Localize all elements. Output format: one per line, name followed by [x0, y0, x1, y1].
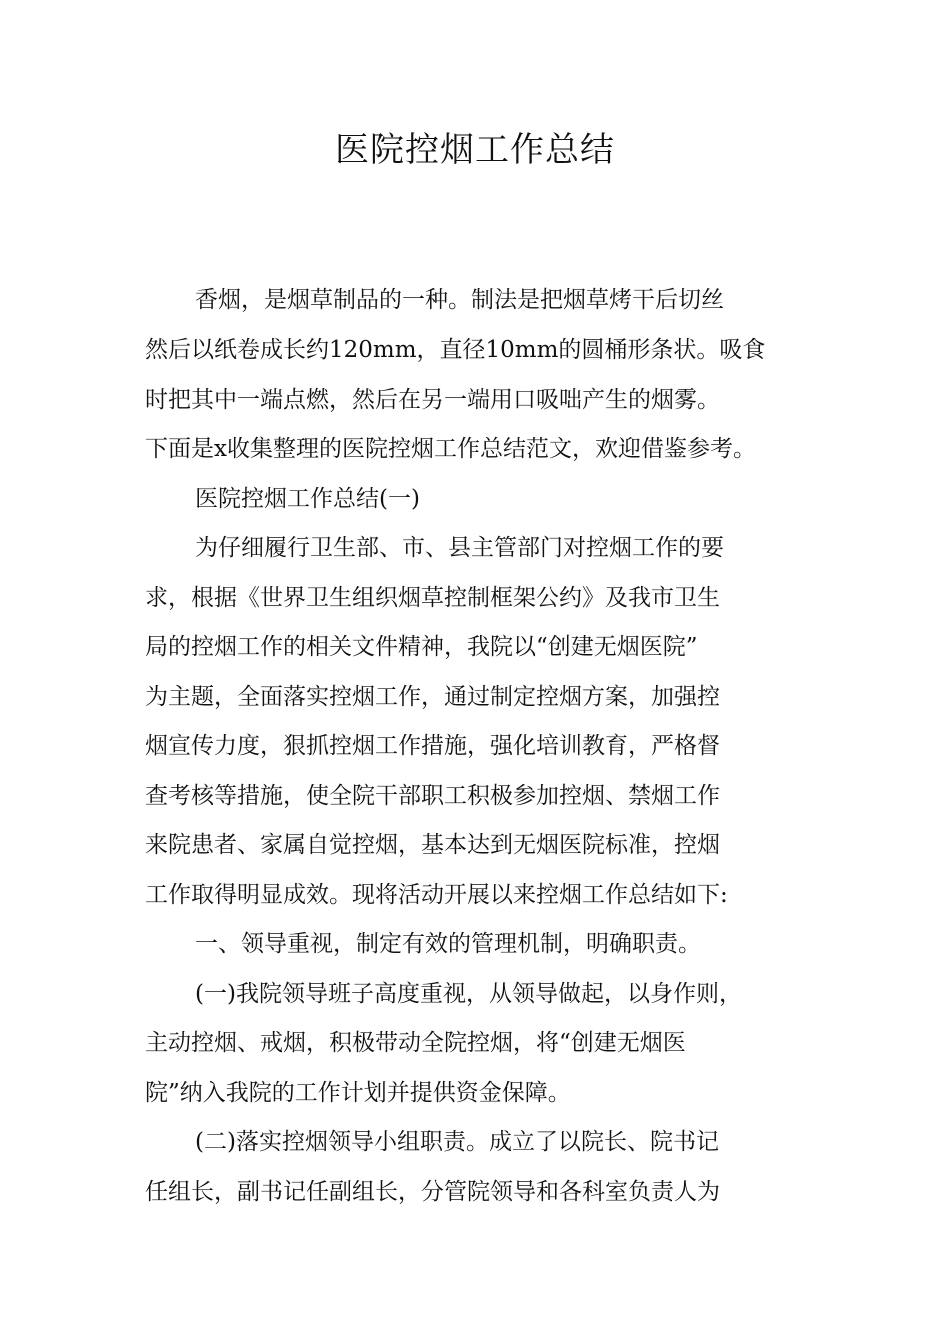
paragraph-line: 下面是x收集整理的医院控烟工作总结范文，欢迎借鉴参考。: [145, 436, 756, 462]
paragraph-line: 求，根据《世界卫生组织烟草控制框架公约》及我市卫生: [145, 585, 720, 611]
paragraph-line: 工作取得明显成效。现将活动开展以来控烟工作总结如下:: [145, 882, 728, 908]
paragraph-line: 查考核等措施，使全院干部职工积极参加控烟、禁烟工作: [145, 783, 720, 809]
paragraph-line: 时把其中一端点燃，然后在另一端用口吸咄产生的烟雾。: [145, 387, 720, 413]
document-title: 医院控烟工作总结: [335, 130, 615, 170]
subsection-heading: 一、领导重视，制定有效的管理机制，明确职责。: [195, 931, 701, 957]
paragraph-line: 任组长，副书记任副组长，分管院领导和各科室负责人为: [145, 1179, 720, 1205]
paragraph-line: 为仔细履行卫生部、市、县主管部门对控烟工作的要: [195, 535, 724, 561]
paragraph-line: 香烟，是烟草制品的一种。制法是把烟草烤干后切丝: [195, 287, 724, 313]
paragraph-line: (二)落实控烟领导小组职责。成立了以院长、院书记: [195, 1129, 719, 1155]
section-heading: 医院控烟工作总结(一): [195, 486, 420, 512]
paragraph-line: 为主题，全面落实控烟工作，通过制定控烟方案，加强控: [145, 684, 720, 710]
paragraph-line: 局的控烟工作的相关文件精神，我院以“创建无烟医院”: [145, 634, 698, 660]
paragraph-line: (一)我院领导班子高度重视，从领导做起，以身作则，: [195, 981, 742, 1007]
paragraph-line: 院”纳入我院的工作计划并提供资金保障。: [145, 1080, 571, 1106]
paragraph-line: 烟宣传力度，狠抓控烟工作措施，强化培训教育，严格督: [145, 733, 720, 759]
paragraph-line: 主动控烟、戒烟，积极带动全院控烟，将“创建无烟医: [145, 1030, 686, 1056]
paragraph-line: 然后以纸卷成长约120mm，直径10mm的圆桶形条状。吸食: [145, 337, 766, 363]
paragraph-line: 来院患者、家属自觉控烟，基本达到无烟医院标准，控烟: [145, 832, 720, 858]
